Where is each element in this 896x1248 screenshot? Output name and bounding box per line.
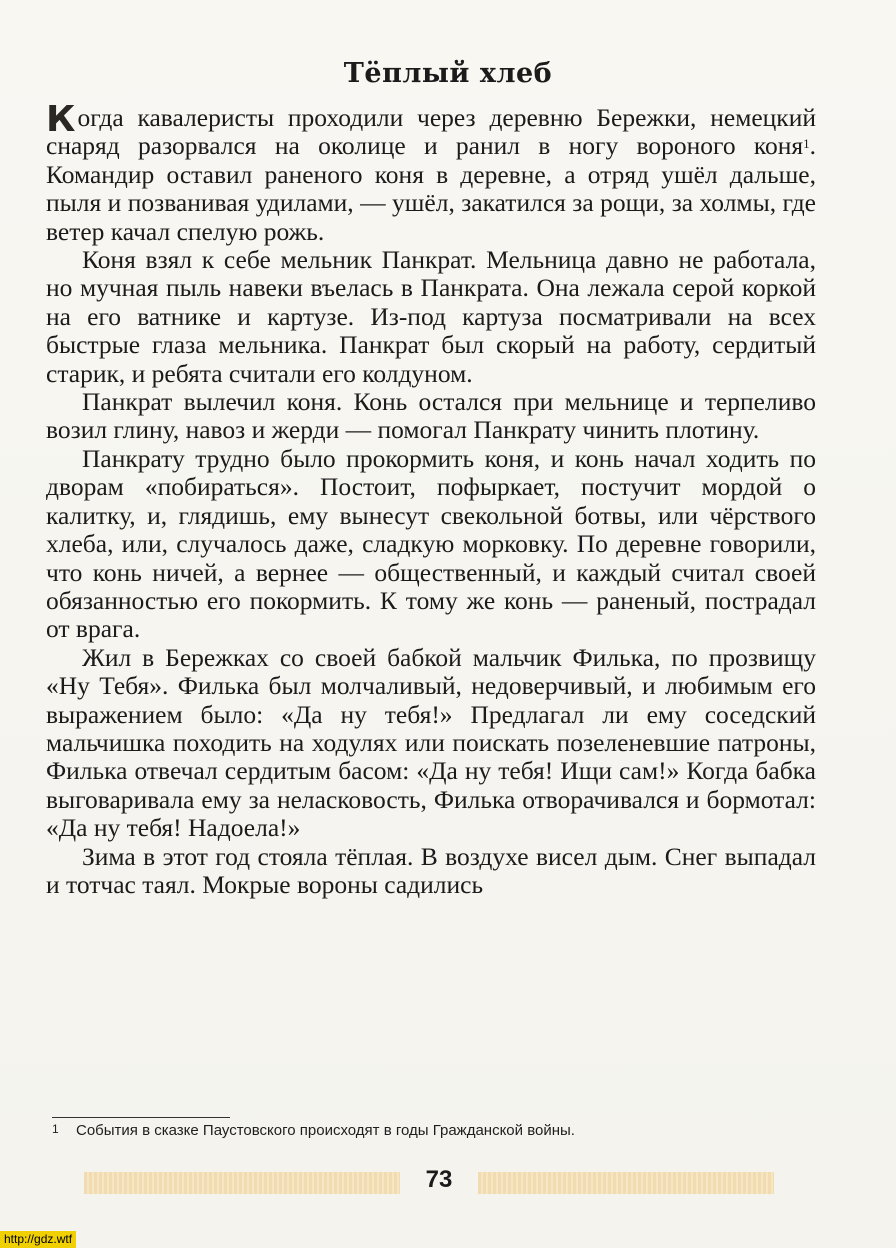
footnote-mark: 1 (52, 1122, 59, 1136)
footnote (52, 1122, 852, 1139)
paragraph-5: Жил в Бережках со своей бабкой мальчик Филька, по прозвищу «Ну Тебя». Филька был молчаливый, недоверчивый, и любимым его выражением было: «Да ну тебя!» Предлагал ли ему соседский мальчишка походить на ходулях или поискать позеленевшие патроны, Филька отвечал сердитым басом: «Да ну тебя! Ищи сам!» Когда бабка выговаривала ему за неласковость, Филька отворачивался и бормотал: «Да ну тебя! Надоела!» (46, 642, 816, 843)
paragraph-1 (46, 99, 816, 246)
footnote-reference[interactable]: 1 (803, 136, 810, 152)
paragraph-1-lead: огда кавалеристы проходили через деревню Бережки, немецкий снаряд разорвался на околице и ранил в ногу вороного коня (46, 103, 816, 161)
footnote-text: События в сказке Паустовского происходят в годы Гражданской войны. (76, 1122, 575, 1139)
paragraph-1-rest: . Командир оставил раненого коня в деревне, а отряд ушёл дальше, пыля и позванивая удилами, — ушёл, закатился за рощи, за холмы, где ветер качал спелую рожь. (46, 131, 816, 246)
decorative-band-left (84, 1172, 400, 1194)
watermark-link[interactable]: http://gdz.wtf (0, 1231, 76, 1248)
page-number: 73 (425, 1166, 453, 1193)
decorative-band-right (478, 1172, 774, 1194)
drop-cap: К (46, 99, 76, 140)
page-title: Тёплый хлеб (343, 58, 553, 89)
story-text (46, 99, 816, 899)
footnote-divider (52, 1117, 230, 1118)
paragraph-6: Зима в этот год стояла тёплая. В воздухе висел дым. Снег выпадал и тотчас таял. Мокрые вороны садились (46, 841, 816, 899)
paragraph-4: Панкрату трудно было прокормить коня, и конь начал ходить по дворам «побираться». Постоит, пофыркает, постучит мордой о калитку, и, глядишь, ему вынесут свекольной ботвы, или чёрствого хлеба, или, случалось даже, сладкую морковку. По деревне говорили, что конь ничей, а вернее — общественный, и каждый считал своей обязанностью его покормить. К тому же конь — раненый, пострадал от врага. (46, 443, 816, 644)
paragraph-2: Коня взял к себе мельник Панкрат. Мельница давно не работала, но мучная пыль навеки въелась в Панкрата. Она лежала серой коркой на его ватнике и картузе. Из-под картуза посматривали на всех быстрые глаза мельника. Панкрат был скорый на работу, сердитый старик, и ребята считали его колдуном. (46, 245, 816, 388)
paragraph-3: Панкрат вылечил коня. Конь остался при мельнице и терпеливо возил глину, навоз и жерди — помогал Панкрату чинить плотину. (46, 387, 816, 445)
